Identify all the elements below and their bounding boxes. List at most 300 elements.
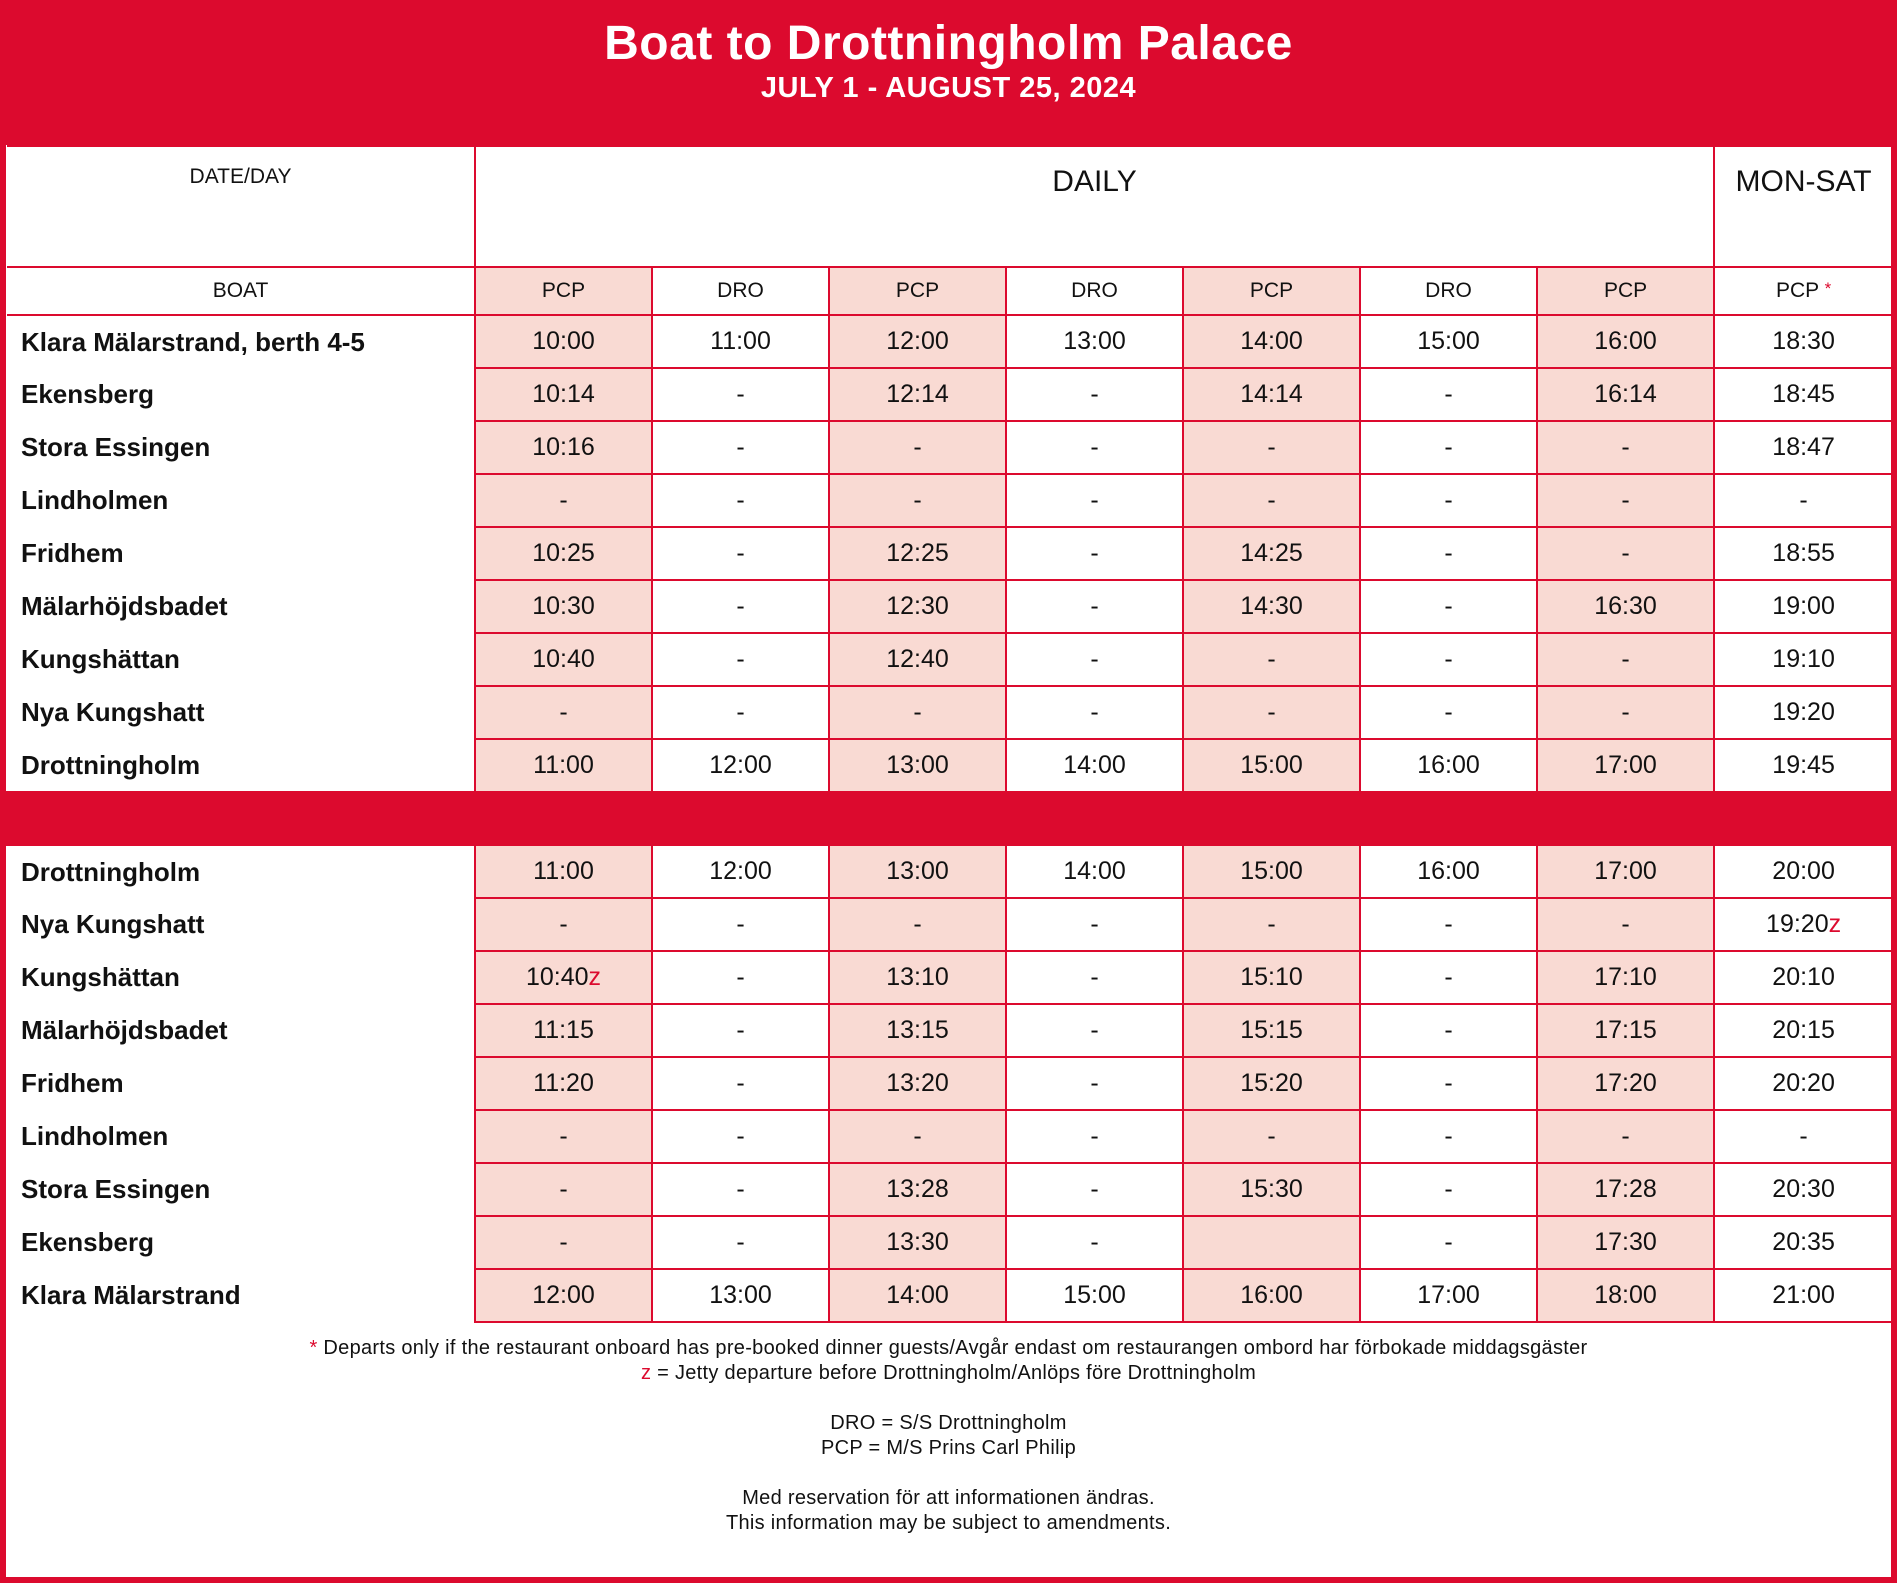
time-value: 15:30 xyxy=(1240,1175,1303,1203)
departure-time xyxy=(829,1110,1006,1163)
time-value: - xyxy=(1267,645,1276,673)
time-value: - xyxy=(1444,698,1453,726)
departure-time xyxy=(1360,739,1537,792)
time-value: - xyxy=(736,433,745,461)
departure-time xyxy=(829,633,1006,686)
time-value: 18:55 xyxy=(1772,539,1835,567)
asterisk-note-text: Departs only if the restaurant onboard has pre-booked dinner guests/Avgår endast om restaurangen ombord har förbokade middagsgäster xyxy=(317,1337,1588,1359)
time-value: 12:14 xyxy=(886,380,949,408)
asterisk-marker: * xyxy=(1824,279,1832,298)
departure-time xyxy=(1537,1110,1714,1163)
table-row xyxy=(7,1269,1892,1322)
stop-name: Stora Essingen xyxy=(7,1163,475,1216)
time-value: - xyxy=(1090,380,1099,408)
time-value: - xyxy=(736,380,745,408)
time-value: 19:20 xyxy=(1766,910,1829,938)
z-note-text: = Jetty departure before Drottningholm/Anlöps före Drottningholm xyxy=(651,1362,1257,1384)
departure-time xyxy=(1006,686,1183,739)
time-value: 20:20 xyxy=(1772,1069,1835,1097)
date-range: JULY 1 - AUGUST 25, 2024 xyxy=(760,72,1137,104)
departure-time xyxy=(1714,1004,1892,1057)
time-value: - xyxy=(913,910,922,938)
departure-time xyxy=(1183,1057,1360,1110)
time-value: 17:00 xyxy=(1594,857,1657,885)
departure-time xyxy=(652,1004,829,1057)
departure-time xyxy=(1006,633,1183,686)
timetable xyxy=(6,145,1893,1323)
departure-time xyxy=(652,1163,829,1216)
departure-time xyxy=(1183,1269,1360,1322)
daily-label: DAILY xyxy=(475,146,1714,267)
stop-name: Nya Kungshatt xyxy=(7,686,475,739)
time-value: - xyxy=(1090,1228,1099,1256)
departure-time xyxy=(475,845,652,898)
departure-time xyxy=(829,315,1006,368)
time-value: - xyxy=(736,698,745,726)
stop-name: Lindholmen xyxy=(7,1110,475,1163)
departure-time xyxy=(1183,845,1360,898)
table-row xyxy=(7,845,1892,898)
time-value: - xyxy=(559,910,568,938)
time-value: - xyxy=(1621,486,1630,514)
time-value: - xyxy=(1090,963,1099,991)
stop-name: Drottningholm xyxy=(7,739,475,792)
boat-label: BOAT xyxy=(7,267,475,315)
header-row-boats xyxy=(7,267,1892,315)
time-value: - xyxy=(1621,433,1630,461)
time-value: - xyxy=(1090,910,1099,938)
boat-code: DRO xyxy=(1006,267,1183,315)
stop-name: Klara Mälarstrand xyxy=(7,1269,475,1322)
time-value: - xyxy=(1090,1016,1099,1044)
time-value: - xyxy=(1090,539,1099,567)
asterisk-note xyxy=(6,1336,1891,1361)
departure-time xyxy=(1537,368,1714,421)
time-value: 12:00 xyxy=(709,857,772,885)
time-value: 12:30 xyxy=(886,592,949,620)
time-value: - xyxy=(736,1228,745,1256)
time-value: - xyxy=(1799,1122,1808,1150)
time-value: - xyxy=(913,486,922,514)
departure-time xyxy=(1714,421,1892,474)
departure-time xyxy=(1360,686,1537,739)
departure-time xyxy=(1360,1269,1537,1322)
time-value: - xyxy=(1444,910,1453,938)
departure-time xyxy=(652,951,829,1004)
z-symbol: z xyxy=(640,1362,652,1384)
departure-time xyxy=(1537,898,1714,951)
departure-time xyxy=(1006,1163,1183,1216)
departure-time xyxy=(829,1163,1006,1216)
time-value: - xyxy=(1444,592,1453,620)
time-value: 11:00 xyxy=(533,857,594,885)
departure-time xyxy=(829,421,1006,474)
boat-code: PCP xyxy=(829,267,1006,315)
time-value: - xyxy=(1621,910,1630,938)
time-value: 21:00 xyxy=(1772,1281,1835,1309)
time-value: 14:30 xyxy=(1240,592,1303,620)
boat-code-text: PCP xyxy=(1775,279,1819,302)
departure-time xyxy=(829,1269,1006,1322)
departure-time xyxy=(475,1163,652,1216)
time-value: 13:28 xyxy=(886,1175,949,1203)
reservation-swedish: Med reservation för att informationen ändras. xyxy=(742,1487,1155,1509)
departure-time xyxy=(1537,421,1714,474)
z-note xyxy=(6,1361,1891,1386)
time-value: 13:10 xyxy=(886,963,949,991)
boat-code: PCP xyxy=(1183,267,1360,315)
time-value: 12:40 xyxy=(886,645,949,673)
time-value: 15:00 xyxy=(1240,751,1303,779)
departure-time xyxy=(1360,951,1537,1004)
time-value: - xyxy=(1444,1175,1453,1203)
table-row xyxy=(7,1057,1892,1110)
pcp-legend: PCP = M/S Prins Carl Philip xyxy=(820,1437,1077,1459)
departure-time xyxy=(829,845,1006,898)
departure-time xyxy=(1183,951,1360,1004)
departure-time xyxy=(829,527,1006,580)
departure-time xyxy=(475,1269,652,1322)
time-value: 20:00 xyxy=(1772,857,1835,885)
time-value: - xyxy=(736,592,745,620)
boat-code: DRO xyxy=(1360,267,1537,315)
departure-time xyxy=(1714,686,1892,739)
departure-time xyxy=(652,421,829,474)
departure-time xyxy=(829,951,1006,1004)
departure-time xyxy=(829,1216,1006,1269)
departure-time xyxy=(1006,315,1183,368)
time-value: 15:00 xyxy=(1417,327,1480,355)
divider-band xyxy=(7,792,1892,845)
mon-sat-label: MON-SAT xyxy=(1714,146,1892,267)
departure-time xyxy=(1537,1004,1714,1057)
departure-time xyxy=(1183,633,1360,686)
table-row xyxy=(7,1110,1892,1163)
time-value: - xyxy=(1267,698,1276,726)
departure-time xyxy=(1537,739,1714,792)
time-value: 17:00 xyxy=(1594,751,1657,779)
stop-name: Nya Kungshatt xyxy=(7,898,475,951)
departure-time xyxy=(1360,474,1537,527)
time-value: 10:25 xyxy=(532,539,595,567)
time-value: - xyxy=(1267,486,1276,514)
time-value: 11:15 xyxy=(533,1016,594,1044)
time-value: 16:30 xyxy=(1594,592,1657,620)
departure-time xyxy=(1537,527,1714,580)
departure-time xyxy=(475,739,652,792)
time-value: 14:00 xyxy=(886,1281,949,1309)
time-value: - xyxy=(1090,645,1099,673)
time-value: 15:00 xyxy=(1063,1281,1126,1309)
time-value: - xyxy=(1444,539,1453,567)
stop-name: Lindholmen xyxy=(7,474,475,527)
time-value: - xyxy=(559,486,568,514)
time-value: - xyxy=(1444,1069,1453,1097)
time-value: - xyxy=(1444,380,1453,408)
departure-time xyxy=(475,421,652,474)
time-value: - xyxy=(913,433,922,461)
time-value: - xyxy=(736,486,745,514)
departure-time xyxy=(475,1216,652,1269)
section-divider xyxy=(7,792,1892,845)
departure-time xyxy=(475,580,652,633)
departure-time xyxy=(1006,421,1183,474)
table-row xyxy=(7,368,1892,421)
time-value: 17:20 xyxy=(1594,1069,1657,1097)
departure-time xyxy=(1714,527,1892,580)
departure-time xyxy=(1360,1004,1537,1057)
time-value: 20:10 xyxy=(1772,963,1835,991)
table-row xyxy=(7,580,1892,633)
boat-code: PCP xyxy=(1537,267,1714,315)
time-value: - xyxy=(736,1016,745,1044)
departure-time xyxy=(652,580,829,633)
departure-time xyxy=(1714,1110,1892,1163)
time-value: - xyxy=(736,645,745,673)
departure-time xyxy=(1006,1110,1183,1163)
departure-time xyxy=(652,527,829,580)
stop-name: Stora Essingen xyxy=(7,421,475,474)
time-value: 14:00 xyxy=(1063,751,1126,779)
departure-time xyxy=(1537,1216,1714,1269)
time-value: 16:00 xyxy=(1240,1281,1303,1309)
departure-time xyxy=(1183,368,1360,421)
departure-time xyxy=(652,1057,829,1110)
departure-time xyxy=(1360,527,1537,580)
page-title: Boat to Drottningholm Palace xyxy=(604,17,1293,70)
time-value: - xyxy=(1444,1016,1453,1044)
time-value: 20:35 xyxy=(1772,1228,1835,1256)
departure-time xyxy=(1537,315,1714,368)
departure-time xyxy=(475,898,652,951)
departure-time xyxy=(475,633,652,686)
time-value: 13:00 xyxy=(1063,327,1126,355)
departure-time xyxy=(475,315,652,368)
time-value: 16:00 xyxy=(1417,751,1480,779)
departure-time xyxy=(1537,845,1714,898)
departure-time xyxy=(829,1057,1006,1110)
departure-time xyxy=(1714,739,1892,792)
departure-time xyxy=(829,1004,1006,1057)
departure-time xyxy=(1537,686,1714,739)
time-value: - xyxy=(1267,433,1276,461)
time-value: - xyxy=(736,963,745,991)
header-banner xyxy=(0,0,1897,145)
time-value: 10:40 xyxy=(525,963,589,991)
table-row xyxy=(7,951,1892,1004)
departure-time xyxy=(829,686,1006,739)
time-value: 18:00 xyxy=(1594,1281,1657,1309)
departure-time xyxy=(1360,368,1537,421)
time-value: 15:10 xyxy=(1240,963,1303,991)
departure-time xyxy=(1714,1163,1892,1216)
departure-time xyxy=(829,898,1006,951)
departure-time xyxy=(1714,315,1892,368)
time-value: - xyxy=(1090,433,1099,461)
departure-time xyxy=(1183,898,1360,951)
departure-time xyxy=(829,739,1006,792)
departure-time xyxy=(475,527,652,580)
time-value: 13:00 xyxy=(709,1281,772,1309)
time-value: - xyxy=(1621,1122,1630,1150)
departure-time xyxy=(652,845,829,898)
departure-time xyxy=(1714,1057,1892,1110)
table-row xyxy=(7,739,1892,792)
time-value: 17:00 xyxy=(1417,1281,1480,1309)
time-value: 12:00 xyxy=(886,327,949,355)
time-value: - xyxy=(559,1228,568,1256)
departure-time xyxy=(1183,686,1360,739)
boat-code: PCP xyxy=(475,267,652,315)
z-marker: z xyxy=(588,963,602,991)
time-value: 18:30 xyxy=(1772,327,1835,355)
departure-time xyxy=(1183,1110,1360,1163)
table-row xyxy=(7,474,1892,527)
time-value: 17:30 xyxy=(1594,1228,1657,1256)
departure-time xyxy=(652,315,829,368)
stop-name: Ekensberg xyxy=(7,368,475,421)
departure-time xyxy=(1714,474,1892,527)
departure-time xyxy=(1183,1163,1360,1216)
time-value: 14:00 xyxy=(1240,327,1303,355)
boat-code: DRO xyxy=(652,267,829,315)
time-value: 15:20 xyxy=(1240,1069,1303,1097)
z-marker: z xyxy=(1828,910,1842,938)
departure-time xyxy=(1537,633,1714,686)
departure-time xyxy=(829,368,1006,421)
asterisk-symbol: * xyxy=(309,1337,318,1359)
departure-time xyxy=(1360,1110,1537,1163)
time-value: - xyxy=(1444,1228,1453,1256)
departure-time xyxy=(652,898,829,951)
departure-time xyxy=(1714,368,1892,421)
table-row xyxy=(7,1004,1892,1057)
time-value: 10:16 xyxy=(532,433,595,461)
date-day-label: DATE/DAY xyxy=(7,146,475,267)
departure-time xyxy=(652,739,829,792)
departure-time xyxy=(1360,898,1537,951)
departure-time xyxy=(1006,368,1183,421)
departure-time xyxy=(475,1110,652,1163)
boat-code xyxy=(1714,267,1892,315)
time-value: 10:30 xyxy=(532,592,595,620)
stop-name: Drottningholm xyxy=(7,845,475,898)
departure-time xyxy=(1714,845,1892,898)
departure-time xyxy=(1360,580,1537,633)
departure-time xyxy=(1360,845,1537,898)
table-row xyxy=(7,1216,1892,1269)
time-value: 17:10 xyxy=(1594,963,1657,991)
departure-time xyxy=(1183,1216,1360,1269)
time-value: - xyxy=(1090,1122,1099,1150)
departure-time xyxy=(1714,1269,1892,1322)
departure-time xyxy=(1360,633,1537,686)
departure-time xyxy=(652,368,829,421)
time-value: - xyxy=(736,1122,745,1150)
time-value: - xyxy=(1267,1122,1276,1150)
table-row xyxy=(7,315,1892,368)
departure-time xyxy=(829,580,1006,633)
time-value: 19:20 xyxy=(1772,698,1835,726)
time-value: 13:30 xyxy=(886,1228,949,1256)
table-row xyxy=(7,421,1892,474)
departure-time xyxy=(1006,845,1183,898)
time-value: 15:15 xyxy=(1240,1016,1303,1044)
departure-time xyxy=(475,368,652,421)
time-value: 10:40 xyxy=(532,645,595,673)
footnotes xyxy=(6,1336,1891,1536)
departure-time xyxy=(1006,1004,1183,1057)
departure-time xyxy=(1006,898,1183,951)
stop-name: Mälarhöjdsbadet xyxy=(7,580,475,633)
time-value: 13:15 xyxy=(886,1016,949,1044)
departure-time xyxy=(652,1110,829,1163)
time-value: - xyxy=(1090,1175,1099,1203)
departure-time xyxy=(1537,1163,1714,1216)
time-value: - xyxy=(559,698,568,726)
time-value: - xyxy=(559,1122,568,1150)
stop-name: Mälarhöjdsbadet xyxy=(7,1004,475,1057)
departure-time xyxy=(652,474,829,527)
time-value: - xyxy=(736,539,745,567)
time-value: 18:47 xyxy=(1772,433,1835,461)
time-value: 19:45 xyxy=(1772,751,1835,779)
departure-time xyxy=(1714,1216,1892,1269)
departure-time xyxy=(1537,951,1714,1004)
time-value: 16:14 xyxy=(1594,380,1657,408)
time-value: - xyxy=(736,1175,745,1203)
departure-time xyxy=(1183,421,1360,474)
time-value: - xyxy=(1799,486,1808,514)
time-value: 19:00 xyxy=(1772,592,1835,620)
time-value: - xyxy=(559,1175,568,1203)
time-value: 11:20 xyxy=(533,1069,594,1097)
departure-time xyxy=(829,474,1006,527)
departure-time xyxy=(1360,1216,1537,1269)
time-value: 18:45 xyxy=(1772,380,1835,408)
time-value: - xyxy=(1090,592,1099,620)
time-value: - xyxy=(1090,698,1099,726)
departure-time xyxy=(1183,739,1360,792)
time-value: 13:00 xyxy=(886,857,949,885)
time-value: 20:15 xyxy=(1772,1016,1835,1044)
departure-time xyxy=(1006,951,1183,1004)
table-row xyxy=(7,898,1892,951)
departure-time xyxy=(1183,1004,1360,1057)
time-value: 16:00 xyxy=(1417,857,1480,885)
stop-name: Kungshättan xyxy=(7,633,475,686)
stop-name: Kungshättan xyxy=(7,951,475,1004)
time-value: - xyxy=(1267,910,1276,938)
departure-time xyxy=(475,1004,652,1057)
departure-time xyxy=(1183,527,1360,580)
time-value: 13:00 xyxy=(886,751,949,779)
departure-time xyxy=(1006,527,1183,580)
departure-time xyxy=(1360,421,1537,474)
reservation-english: This information may be subject to amendments. xyxy=(725,1512,1172,1534)
time-value: - xyxy=(1090,486,1099,514)
table-row xyxy=(7,686,1892,739)
departure-time xyxy=(652,1216,829,1269)
time-value: - xyxy=(736,910,745,938)
time-value: 11:00 xyxy=(710,327,771,355)
departure-time xyxy=(1360,1057,1537,1110)
time-value: - xyxy=(1444,1122,1453,1150)
time-value: 19:10 xyxy=(1772,645,1835,673)
table-row xyxy=(7,527,1892,580)
time-value: 10:00 xyxy=(532,327,595,355)
table-row xyxy=(7,1163,1892,1216)
